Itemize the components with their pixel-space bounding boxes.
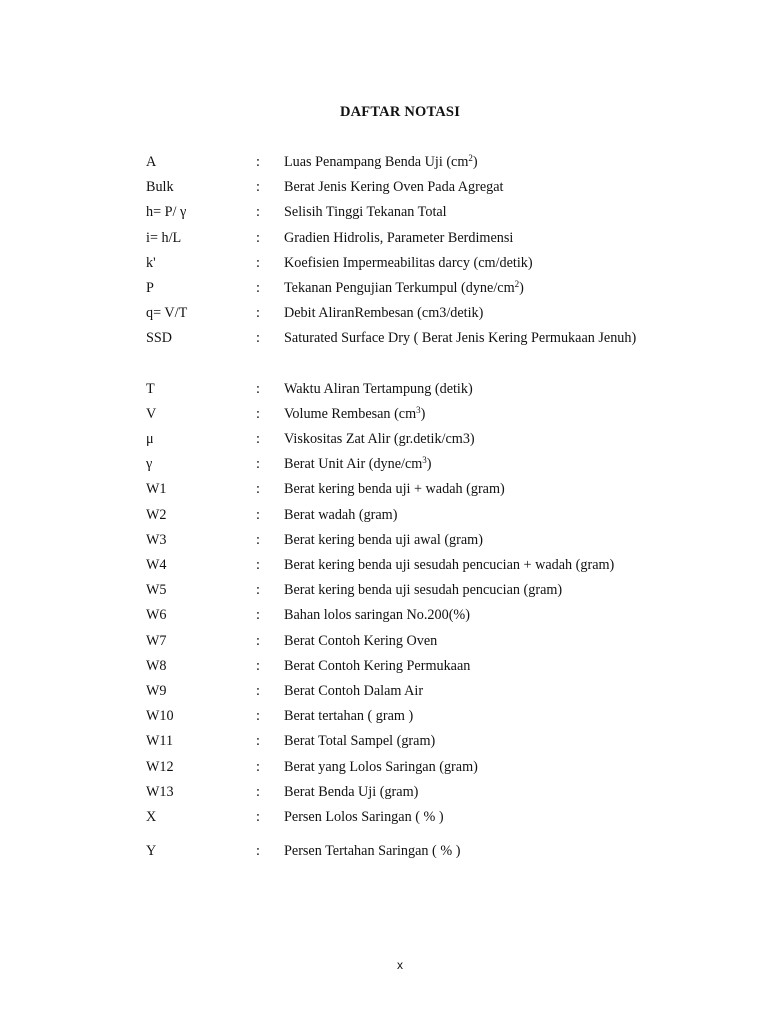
- notation-row: [0, 603, 768, 628]
- notation-symbol: W11: [146, 733, 174, 750]
- notation-separator: :: [256, 582, 260, 599]
- notation-separator: :: [256, 204, 260, 221]
- notation-separator: :: [256, 254, 260, 271]
- notation-row: [0, 729, 768, 754]
- notation-symbol: h= P/ γ: [146, 204, 187, 221]
- notation-symbol: X: [146, 808, 157, 825]
- notation-separator: :: [256, 506, 260, 523]
- notation-symbol: W2: [146, 506, 167, 523]
- notation-separator: :: [256, 632, 260, 649]
- notation-separator: :: [256, 708, 260, 725]
- notation-separator: :: [256, 682, 260, 699]
- notation-list: [0, 150, 768, 864]
- notation-row: [0, 402, 768, 427]
- notation-description: Luas Penampang Benda Uji $(cm^2)$: [284, 153, 478, 170]
- notation-symbol: W3: [146, 531, 167, 548]
- notation-symbol: SSD: [146, 330, 173, 347]
- notation-row: [0, 377, 768, 402]
- notation-symbol: W13: [146, 783, 174, 800]
- notation-description: Koefisien Impermeabilitas darcy (cm/detik): [284, 254, 533, 271]
- notation-row: [0, 704, 768, 729]
- notation-row: [0, 679, 768, 704]
- notation-description: Berat yang Lolos Saringan (gram): [284, 758, 478, 775]
- notation-separator: :: [256, 330, 260, 347]
- notation-row: [0, 629, 768, 654]
- notation-separator: :: [256, 657, 260, 674]
- notation-symbol: W5: [146, 582, 167, 599]
- notation-description: Viskositas Zat Alir (gr.detik/cm3): [284, 431, 475, 448]
- notation-separator: :: [256, 607, 260, 624]
- notation-description: Berat Total Sampel (gram): [284, 733, 436, 750]
- page-number: x: [397, 958, 403, 972]
- notation-description: Persen Lolos Saringan ( % ): [284, 808, 444, 825]
- notation-symbol: P: [146, 279, 154, 296]
- notation-description: Berat kering benda uji sesudah pencucian + wadah (gram): [284, 557, 615, 574]
- notation-description: Persen Tertahan Saringan ( % ): [284, 842, 461, 859]
- notation-separator: :: [256, 808, 260, 825]
- notation-symbol: W1: [146, 481, 167, 498]
- notation-description: Volume Rembesan $(cm^3)$: [284, 404, 426, 422]
- notation-separator: :: [256, 758, 260, 775]
- notation-symbol: A: [146, 154, 157, 170]
- notation-description: Berat Contoh Kering Permukaan: [284, 657, 471, 674]
- notation-separator: :: [256, 842, 260, 859]
- notation-row: [0, 528, 768, 553]
- notation-row: [0, 553, 768, 578]
- notation-separator: :: [256, 531, 260, 548]
- notation-symbol: k': [146, 254, 156, 271]
- notation-description: Berat kering benda uji awal (gram): [284, 531, 483, 548]
- notation-row: [0, 326, 768, 376]
- notation-separator: :: [256, 557, 260, 574]
- notation-symbol: Bulk: [146, 179, 174, 196]
- notation-description: Berat Jenis Kering Oven Pada Agregat: [284, 179, 504, 196]
- notation-row: [0, 301, 768, 326]
- notation-row: [0, 452, 768, 477]
- notation-row: [0, 805, 768, 830]
- notation-separator: :: [256, 405, 260, 422]
- notation-description: Saturated Surface Dry ( Berat Jenis Kering Permukaan Jenuh): [284, 330, 637, 347]
- notation-symbol: W4: [146, 557, 167, 574]
- notation-row: [0, 427, 768, 452]
- notation-row: [0, 578, 768, 603]
- notation-description: Berat kering benda uji + wadah (gram): [284, 481, 505, 498]
- notation-symbol: μ: [146, 431, 154, 448]
- page-title: DAFTAR NOTASI: [339, 104, 461, 120]
- notation-symbol: q= V/T: [146, 305, 188, 322]
- notation-separator: :: [256, 279, 260, 296]
- notation-row: [0, 477, 768, 502]
- notation-row: [0, 200, 768, 225]
- notation-symbol: W9: [146, 682, 167, 699]
- notation-description: Berat tertahan ( gram ): [284, 708, 414, 725]
- notation-symbol: W12: [146, 758, 174, 775]
- notation-description: Waktu Aliran Tertampung (detik): [284, 380, 473, 397]
- notation-separator: :: [256, 154, 260, 170]
- notation-row: [0, 654, 768, 679]
- notation-description: Berat wadah (gram): [284, 506, 398, 523]
- notation-row: [0, 755, 768, 780]
- notation-description: Berat Contoh Dalam Air: [284, 682, 424, 699]
- notation-row: [0, 251, 768, 276]
- notation-row: [0, 175, 768, 200]
- notation-separator: :: [256, 456, 260, 473]
- notation-row: [0, 503, 768, 528]
- notation-description: Berat Contoh Kering Oven: [284, 632, 438, 649]
- notation-symbol: γ: [146, 456, 153, 473]
- notation-symbol: Y: [146, 842, 157, 859]
- notation-description: Gradien Hidrolis, Parameter Berdimensi: [284, 229, 514, 246]
- notation-separator: :: [256, 783, 260, 800]
- notation-symbol: W10: [146, 708, 174, 725]
- notation-description: Berat Unit Air $(dyne/cm^3)$: [284, 455, 432, 473]
- notation-separator: :: [256, 179, 260, 196]
- notation-description: Selisih Tinggi Tekanan Total: [284, 204, 447, 221]
- notation-symbol: W8: [146, 657, 167, 674]
- notation-separator: :: [256, 380, 260, 397]
- notation-symbol: T: [146, 380, 155, 397]
- notation-description: Berat Benda Uji (gram): [284, 783, 419, 800]
- notation-separator: :: [256, 229, 260, 246]
- notation-row: [0, 150, 768, 175]
- notation-symbol: i= h/L: [146, 229, 182, 246]
- notation-separator: :: [256, 305, 260, 322]
- notation-separator: :: [256, 431, 260, 448]
- notation-description: Tekanan Pengujian Terkumpul $(dyne/cm^2)$: [284, 278, 524, 296]
- notation-symbol: W6: [146, 607, 167, 624]
- notation-description: Debit AliranRembesan (cm3/detik): [284, 305, 484, 322]
- notation-separator: :: [256, 733, 260, 750]
- notation-symbol: V: [146, 405, 157, 422]
- notation-row: [0, 780, 768, 805]
- notation-row: [0, 276, 768, 301]
- notation-separator: :: [256, 481, 260, 498]
- notation-description: Bahan lolos saringan No.200(%): [284, 607, 470, 624]
- notation-row: [0, 226, 768, 251]
- notation-description: Berat kering benda uji sesudah pencucian (gram): [284, 582, 563, 599]
- notation-row: [0, 839, 768, 864]
- notation-symbol: W7: [146, 632, 167, 649]
